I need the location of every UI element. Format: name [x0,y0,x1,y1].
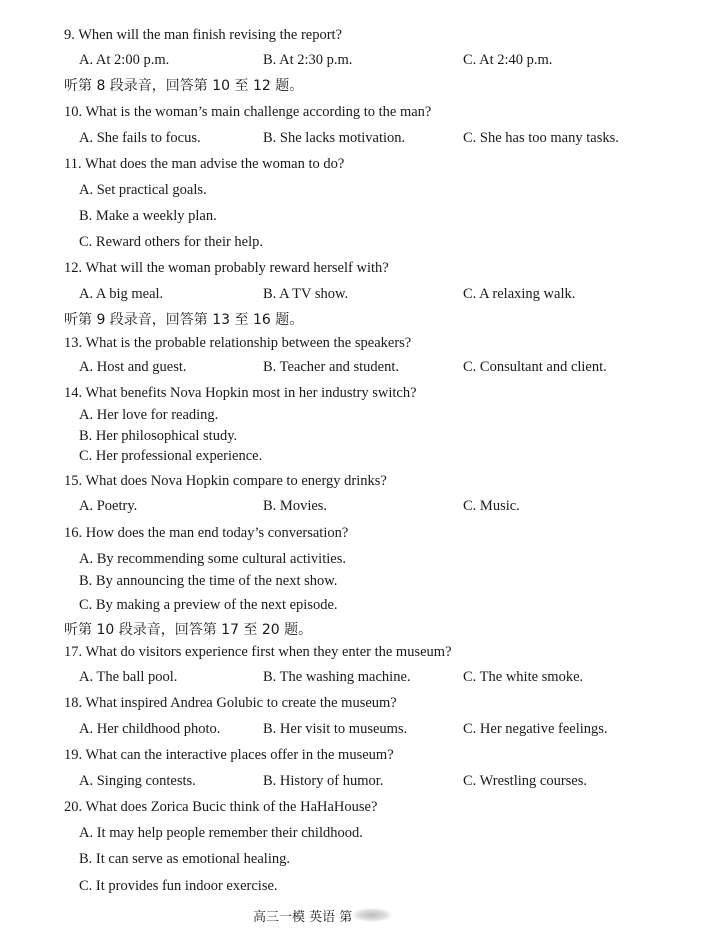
section-header-9: 听第 9 段录音，回答第 13 至 16 题。 [64,312,304,328]
question-19: 19. What can the interactive places offer in the museum? [64,747,394,763]
question-15: 15. What does Nova Hopkin compare to energy drinks? [64,473,387,489]
option-11c: C. Reward others for their help. [79,234,264,250]
option-10b: B. She lacks motivation. [263,130,406,146]
smudge-mark [352,908,392,922]
option-10c: C. She has too many tasks. [463,130,619,146]
option-20c: C. It provides fun indoor exercise. [79,878,278,894]
question-18: 18. What inspired Andrea Golubic to create the museum? [64,695,397,711]
option-18a: A. Her childhood photo. [79,721,221,737]
option-9a: A. At 2:00 p.m. [79,52,170,68]
option-12c: C. A relaxing walk. [463,286,576,302]
question-16: 16. How does the man end today’s conversation? [64,525,349,541]
option-15b: B. Movies. [263,498,328,514]
question-14: 14. What benefits Nova Hopkin most in her industry switch? [64,385,417,401]
option-16c: C. By making a preview of the next episode. [79,597,338,613]
question-13: 13. What is the probable relationship between the speakers? [64,335,412,351]
question-10: 10. What is the woman’s main challenge according to the man? [64,104,432,120]
option-17b: B. The washing machine. [263,669,411,685]
option-17c: C. The white smoke. [463,669,584,685]
option-20b: B. It can serve as emotional healing. [79,851,290,867]
option-14b: B. Her philosophical study. [79,428,238,444]
option-13b: B. Teacher and student. [263,359,400,375]
option-11b: B. Make a weekly plan. [79,208,217,224]
question-20: 20. What does Zorica Bucic think of the HaHaHouse? [64,799,378,815]
page-footer: 高三一模 英语 第 [253,910,353,925]
option-14c: C. Her professional experience. [79,448,263,464]
option-12a: A. A big meal. [79,286,164,302]
option-19b: B. History of humor. [263,773,384,789]
option-16b: B. By announcing the time of the next show. [79,573,338,589]
section-header-10: 听第 10 段录音，回答第 17 至 20 题。 [64,622,313,638]
option-20a: A. It may help people remember their childhood. [79,825,363,841]
option-16a: A. By recommending some cultural activities. [79,551,346,567]
option-9b: B. At 2:30 p.m. [263,52,353,68]
option-18c: C. Her negative feelings. [463,721,608,737]
section-header-8: 听第 8 段录音，回答第 10 至 12 题。 [64,78,304,94]
question-17: 17. What do visitors experience first when they enter the museum? [64,644,452,660]
option-18b: B. Her visit to museums. [263,721,408,737]
question-9: 9. When will the man finish revising the report? [64,27,342,43]
option-14a: A. Her love for reading. [79,407,219,423]
question-12: 12. What will the woman probably reward herself with? [64,260,389,276]
option-11a: A. Set practical goals. [79,182,207,198]
option-9c: C. At 2:40 p.m. [463,52,553,68]
option-12b: B. A TV show. [263,286,349,302]
option-19c: C. Wrestling courses. [463,773,587,789]
option-17a: A. The ball pool. [79,669,178,685]
option-10a: A. She fails to focus. [79,130,201,146]
option-13a: A. Host and guest. [79,359,187,375]
option-15c: C. Music. [463,498,520,514]
question-11: 11. What does the man advise the woman to do? [64,156,345,172]
option-13c: C. Consultant and client. [463,359,607,375]
option-19a: A. Singing contests. [79,773,196,789]
option-15a: A. Poetry. [79,498,138,514]
